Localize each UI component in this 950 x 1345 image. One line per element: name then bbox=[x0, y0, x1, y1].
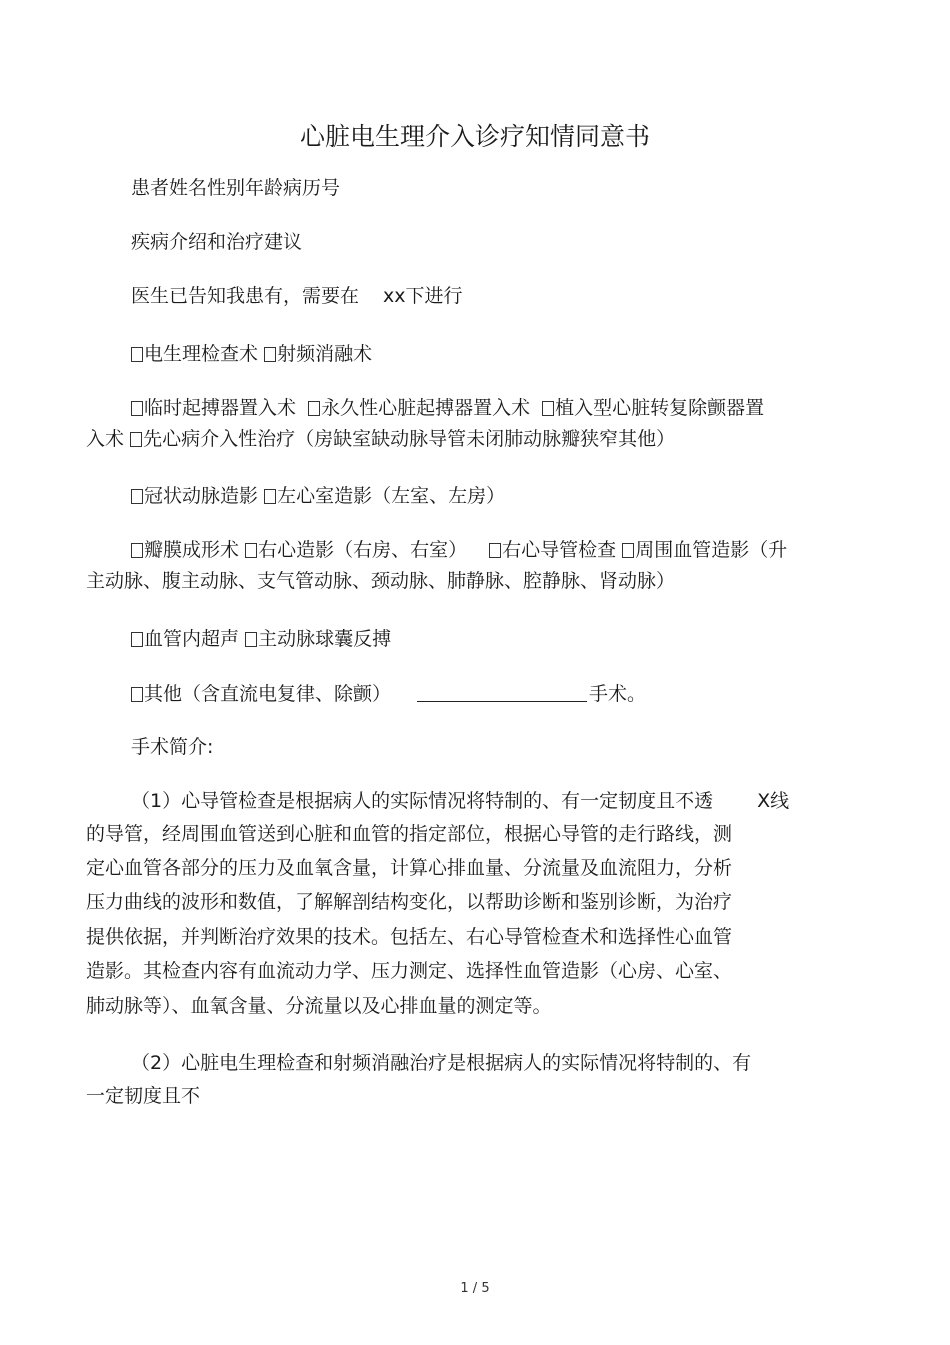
para1-line4: 压力曲线的波形和数值，了解解剖结构变化，以帮助诊断和鉴别诊断，为治疗 bbox=[86, 891, 733, 913]
para1-line1-text: （1）心导管检查是根据病人的实际情况将特制的、有一定韧度且不透 bbox=[131, 790, 714, 812]
para1-line3: 定心血管各部分的压力及血氧含量，计算心排血量、分流量及血流阻力，分析 bbox=[86, 857, 733, 879]
option-ep-study: 电生理检查术 bbox=[144, 343, 259, 365]
checkbox-chd-intervention[interactable] bbox=[130, 432, 142, 447]
checkbox-iabp[interactable] bbox=[245, 632, 257, 647]
options-row-5 bbox=[131, 627, 391, 651]
patient-info-line: 患者姓名性别年龄病历号 bbox=[131, 177, 341, 199]
checkbox-coronary-angiography[interactable] bbox=[131, 489, 143, 504]
checkbox-ivus[interactable] bbox=[131, 632, 143, 647]
option-ivus: 血管内超声 bbox=[144, 628, 240, 650]
page-number: 1 / 5 bbox=[460, 1281, 490, 1296]
checkbox-icd[interactable] bbox=[542, 401, 554, 416]
option-iabp: 主动脉球囊反搏 bbox=[258, 628, 392, 650]
checkbox-other[interactable] bbox=[131, 687, 143, 702]
checkbox-perm-pacemaker[interactable] bbox=[308, 401, 320, 416]
option-lv-angiography: 左心室造影（左室、左房） bbox=[277, 485, 506, 507]
para1-line5: 提供依据，并判断治疗效果的技术。包括左、右心导管检查术和选择性心血管 bbox=[86, 926, 733, 948]
para1-line2: 的导管，经周围血管送到心脏和血管的指定部位，根据心导管的走行路线，测 bbox=[86, 823, 733, 845]
notice-before: 医生已告知我患有，需要在 bbox=[131, 285, 360, 307]
options-row-2 bbox=[131, 396, 764, 420]
option-chd-intervention: 先心病介入性治疗（房缺室缺动脉导管未闭肺动脉瓣狭窄其他） bbox=[143, 428, 676, 450]
para2-line1: （2）心脏电生理检查和射频消融治疗是根据病人的实际情况将特制的、有 bbox=[131, 1052, 752, 1074]
option-other-suffix: 手术。 bbox=[589, 683, 647, 705]
checkbox-right-heart-cath[interactable] bbox=[489, 543, 501, 558]
options-row-4-cont: 主动脉、腹主动脉、支气管动脉、颈动脉、肺静脉、腔静脉、肾动脉） bbox=[86, 570, 676, 592]
option-rf-ablation: 射频消融术 bbox=[277, 343, 373, 365]
checkbox-right-heart-angiography[interactable] bbox=[245, 543, 257, 558]
checkbox-valvuloplasty[interactable] bbox=[131, 543, 143, 558]
para2-line2: 一定韧度且不 bbox=[86, 1085, 201, 1107]
para1-line1-xray: X线 bbox=[757, 790, 790, 812]
para1-line6: 造影。其检查内容有血流动力学、压力测定、选择性血管造影（心房、心室、 bbox=[86, 960, 733, 982]
checkbox-lv-angiography[interactable] bbox=[264, 489, 276, 504]
option-icd: 植入型心脏转复除颤器置 bbox=[555, 397, 765, 419]
option-temp-pacemaker: 临时起搏器置入术 bbox=[144, 397, 297, 419]
option-other: 其他（含直流电复律、除颤） bbox=[144, 683, 392, 705]
notice-line bbox=[131, 284, 463, 308]
document-title: 心脏电生理介入诊疗知情同意书 bbox=[299, 122, 650, 151]
other-procedure-blank[interactable] bbox=[417, 685, 587, 702]
checkbox-ep-study[interactable] bbox=[131, 347, 143, 362]
option-coronary-angiography: 冠状动脉造影 bbox=[144, 485, 259, 507]
notice-anesthesia: xx bbox=[383, 285, 406, 307]
options-row-3 bbox=[131, 484, 505, 508]
disease-intro-heading: 疾病介绍和治疗建议 bbox=[131, 231, 303, 253]
para1-line7: 肺动脉等）、血氧含量、分流量以及心排血量的测定等。 bbox=[86, 995, 552, 1017]
para1-line1 bbox=[131, 789, 789, 813]
options-row-4 bbox=[131, 538, 787, 562]
option-right-heart-angiography: 右心造影（右房、右室） bbox=[258, 539, 468, 561]
checkbox-peripheral-angiography[interactable] bbox=[622, 543, 634, 558]
option-perm-pacemaker: 永久性心脏起搏器置入术 bbox=[321, 397, 531, 419]
notice-after: 下进行 bbox=[405, 285, 463, 307]
option-icd-cont: 入术 bbox=[86, 428, 125, 450]
option-right-heart-cath: 右心导管检查 bbox=[502, 539, 617, 561]
option-peripheral-angiography: 周围血管造影（升 bbox=[635, 539, 788, 561]
options-row-6 bbox=[131, 682, 646, 706]
options-row-1 bbox=[131, 342, 372, 366]
option-valvuloplasty: 瓣膜成形术 bbox=[144, 539, 240, 561]
options-row-2-cont bbox=[86, 427, 675, 451]
checkbox-rf-ablation[interactable] bbox=[264, 347, 276, 362]
checkbox-temp-pacemaker[interactable] bbox=[131, 401, 143, 416]
surgery-intro-label: 手术简介: bbox=[131, 736, 214, 758]
